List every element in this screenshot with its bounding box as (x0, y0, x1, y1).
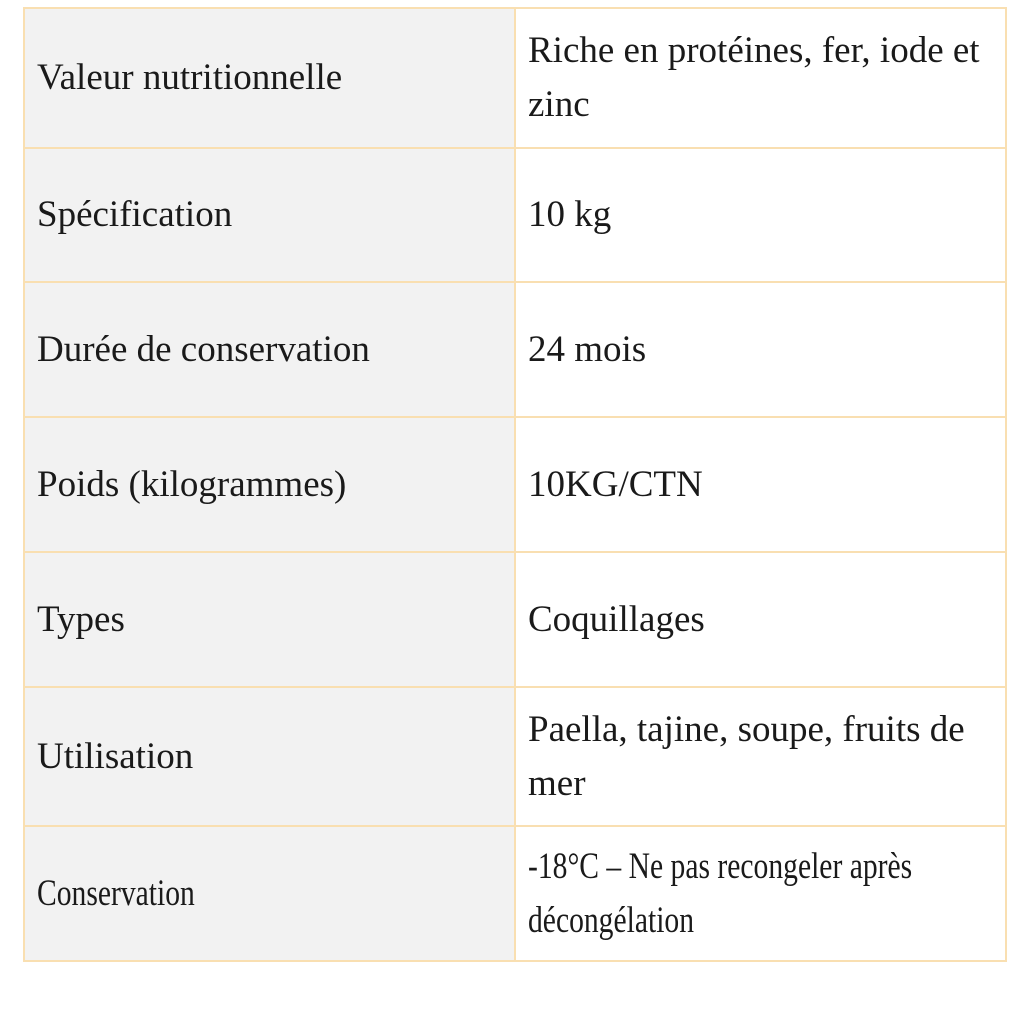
spec-value-types: Coquillages (515, 552, 1006, 687)
table-row (24, 687, 1006, 826)
spec-value-shelf-life: 24 mois (515, 282, 1006, 417)
table-row (24, 8, 1006, 148)
table-row (24, 282, 1006, 417)
product-spec-table (23, 7, 1007, 962)
spec-value-nutrition: Riche en protéines, fer, iode et zinc (515, 8, 1006, 148)
table-row (24, 826, 1006, 961)
spec-value-storage: -18°C – Ne pas recongeler après décongélation (528, 845, 913, 941)
spec-label-nutrition: Valeur nutritionnelle (24, 8, 515, 148)
spec-label-storage: Conservation (37, 872, 195, 914)
spec-label-usage: Utilisation (24, 687, 515, 826)
table-row (24, 417, 1006, 552)
spec-label-weight: Poids (kilogrammes) (24, 417, 515, 552)
spec-value-specification: 10 kg (515, 148, 1006, 282)
table-row (24, 552, 1006, 687)
spec-label-shelf-life: Durée de conservation (24, 282, 515, 417)
table-row (24, 148, 1006, 282)
spec-value-storage-cell (515, 826, 1006, 961)
spec-value-weight: 10KG/CTN (515, 417, 1006, 552)
spec-value-usage: Paella, tajine, soupe, fruits de mer (515, 687, 1006, 826)
spec-label-types: Types (24, 552, 515, 687)
spec-label-specification: Spécification (24, 148, 515, 282)
spec-label-storage-cell (24, 826, 515, 961)
